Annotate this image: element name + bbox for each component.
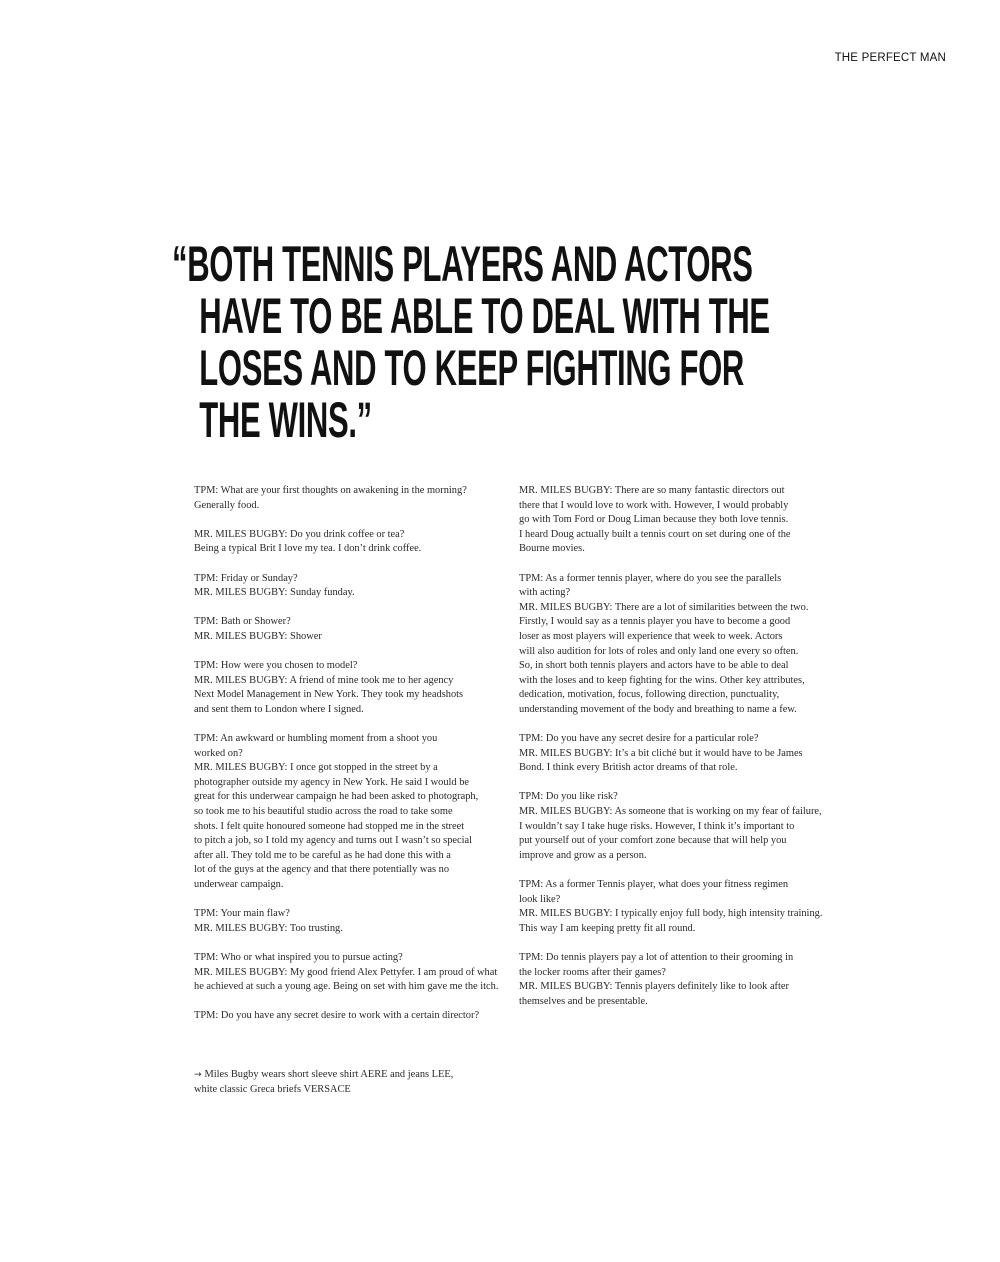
caption-line: white classic Greca briefs VERSACE xyxy=(194,1083,351,1095)
interview-paragraph xyxy=(194,615,512,644)
interview-line: TPM: As a former Tennis player, what does your fitness regimen xyxy=(519,879,789,891)
pull-quote-line: “BOTH TENNIS PLAYERS AND ACTORS xyxy=(172,236,753,292)
interview-line: lot of the guys at the agency and that there potentially was no xyxy=(194,864,450,876)
interview-line: Generally food. xyxy=(194,499,260,511)
interview-paragraph xyxy=(519,951,837,1009)
interview-line: MR. MILES BUGBY: Do you drink coffee or tea? xyxy=(194,528,405,540)
interview-line: to pitch a job, so I told my agency and turns out I wasn’t so special xyxy=(194,835,472,847)
interview-paragraph xyxy=(194,732,512,893)
interview-line: themselves and be presentable. xyxy=(519,995,648,1007)
interview-line: TPM: An awkward or humbling moment from a shoot you xyxy=(194,733,438,745)
interview-line: MR. MILES BUGBY: A friend of mine took me to her agency xyxy=(194,674,454,686)
interview-line: with acting? xyxy=(519,587,571,599)
pull-quote-line: HAVE TO BE ABLE TO DEAL WITH THE xyxy=(199,288,770,344)
pull-quote xyxy=(172,238,792,446)
interview-line: TPM: Do tennis players pay a lot of attention to their grooming in xyxy=(519,952,794,963)
interview-line: MR. MILES BUGBY: My good friend Alex Pettyfer. I am proud of what xyxy=(194,966,498,978)
interview-line: MR. MILES BUGBY: Shower xyxy=(194,630,322,642)
interview-line: MR. MILES BUGBY: There are a lot of similarities between the two. xyxy=(519,601,809,613)
interview-line: TPM: Do you have any secret desire for a particular role? xyxy=(519,733,759,745)
interview-line: MR. MILES BUGBY: There are so many fantastic directors out xyxy=(519,485,785,496)
interview-line: TPM: Do you like risk? xyxy=(519,791,618,803)
interview-line: MR. MILES BUGBY: As someone that is working on my fear of failure, xyxy=(519,806,822,818)
interview-paragraph xyxy=(194,951,512,995)
interview-paragraph xyxy=(194,528,512,557)
interview-line: TPM: As a former tennis player, where do you see the parallels xyxy=(519,572,782,584)
interview-line: This way I am keeping pretty fit all round. xyxy=(519,922,696,934)
interview-column-left xyxy=(194,484,512,1039)
interview-line: go with Tom Ford or Doug Liman because they both love tennis. xyxy=(519,514,789,526)
interview-line: photographer outside my agency in New York. He said I would be xyxy=(194,776,470,788)
interview-paragraph xyxy=(194,907,512,936)
interview-line: TPM: Do you have any secret desire to work with a certain director? xyxy=(194,1010,480,1022)
interview-line: TPM: Bath or Shower? xyxy=(194,616,291,628)
interview-line: I heard Doug actually built a tennis court on set during one of the xyxy=(519,528,791,540)
interview-line: the locker rooms after their games? xyxy=(519,966,666,978)
interview-paragraph xyxy=(519,790,837,863)
interview-line: MR. MILES BUGBY: Too trusting. xyxy=(194,922,343,934)
interview-line: dedication, motivation, focus, following direction, punctuality, xyxy=(519,689,780,701)
interview-line: shots. I felt quite honoured someone had stopped me in the street xyxy=(194,820,465,832)
interview-line: worked on? xyxy=(194,747,243,759)
interview-line: TPM: Friday or Sunday? xyxy=(194,572,298,584)
interview-line: put yourself out of your comfort zone because that will help you xyxy=(519,835,787,847)
interview-line: will also audition for lots of roles and only land one every so often. xyxy=(519,645,799,657)
photo-caption xyxy=(194,1068,514,1097)
interview-line: there that I would love to work with. However, I would probably xyxy=(519,499,789,511)
interview-line: underwear campaign. xyxy=(194,879,284,891)
interview-line: and sent them to London where I signed. xyxy=(194,703,364,715)
interview-line: great for this underwear campaign he had been asked to photograph, xyxy=(194,791,479,803)
interview-line: MR. MILES BUGBY: I once got stopped in the street by a xyxy=(194,762,438,774)
interview-line: MR. MILES BUGBY: Tennis players definitely like to look after xyxy=(519,981,789,993)
caption-line xyxy=(194,1068,514,1083)
interview-line: Being a typical Brit I love my tea. I don’t drink coffee. xyxy=(194,543,422,555)
interview-line: loser as most players will experience that week to week. Actors xyxy=(519,630,783,642)
arrow-right-icon: → xyxy=(194,1070,202,1080)
interview-line: Next Model Management in New York. They took my headshots xyxy=(194,689,464,701)
interview-line: Bond. I think every British actor dreams of that role. xyxy=(519,762,738,774)
interview-paragraph xyxy=(194,572,512,601)
interview-paragraph xyxy=(194,659,512,717)
interview-paragraph xyxy=(519,878,837,936)
interview-line: improve and grow as a person. xyxy=(519,849,647,861)
interview-line: understanding movement of the body and breathing to name a few. xyxy=(519,703,797,715)
interview-line: after all. They told me to be careful as he had done this with a xyxy=(194,849,451,861)
interview-line: So, in short both tennis players and actors have to be able to deal xyxy=(519,660,789,672)
interview-line: I wouldn’t say I take huge risks. However, I think it’s important to xyxy=(519,820,795,832)
caption-text: Miles Bugby wears short sleeve shirt AERE and jeans LEE, xyxy=(204,1069,454,1080)
interview-paragraph xyxy=(519,572,837,718)
interview-line: MR. MILES BUGBY: It’s a bit cliché but it would have to be James xyxy=(519,747,803,759)
interview-line: so took me to his beautiful studio across the road to take some xyxy=(194,806,453,818)
interview-column-right xyxy=(519,484,837,1024)
pull-quote-line: LOSES AND TO KEEP FIGHTING FOR xyxy=(199,340,745,396)
interview-line: TPM: How were you chosen to model? xyxy=(194,660,358,672)
interview-line: he achieved at such a young age. Being on set with him gave me the itch. xyxy=(194,981,499,993)
interview-paragraph xyxy=(519,484,837,557)
interview-line: Bourne movies. xyxy=(519,543,585,555)
interview-line: Firstly, I would say as a tennis player you have to become a good xyxy=(519,616,791,628)
running-head: THE PERFECT MAN xyxy=(834,52,946,64)
interview-paragraph xyxy=(194,484,512,513)
interview-line: TPM: What are your first thoughts on awakening in the morning? xyxy=(194,485,467,496)
pull-quote-line: THE WINS.” xyxy=(199,392,372,448)
interview-line: with the loses and to keep fighting for the wins. Other key attributes, xyxy=(519,674,805,686)
interview-line: TPM: Your main flaw? xyxy=(194,908,290,920)
interview-line: look like? xyxy=(519,893,561,905)
interview-line: MR. MILES BUGBY: I typically enjoy full body, high intensity training. xyxy=(519,908,823,920)
interview-line: MR. MILES BUGBY: Sunday funday. xyxy=(194,587,355,599)
interview-paragraph xyxy=(194,1009,512,1024)
interview-paragraph xyxy=(519,732,837,776)
interview-line: TPM: Who or what inspired you to pursue acting? xyxy=(194,952,403,963)
